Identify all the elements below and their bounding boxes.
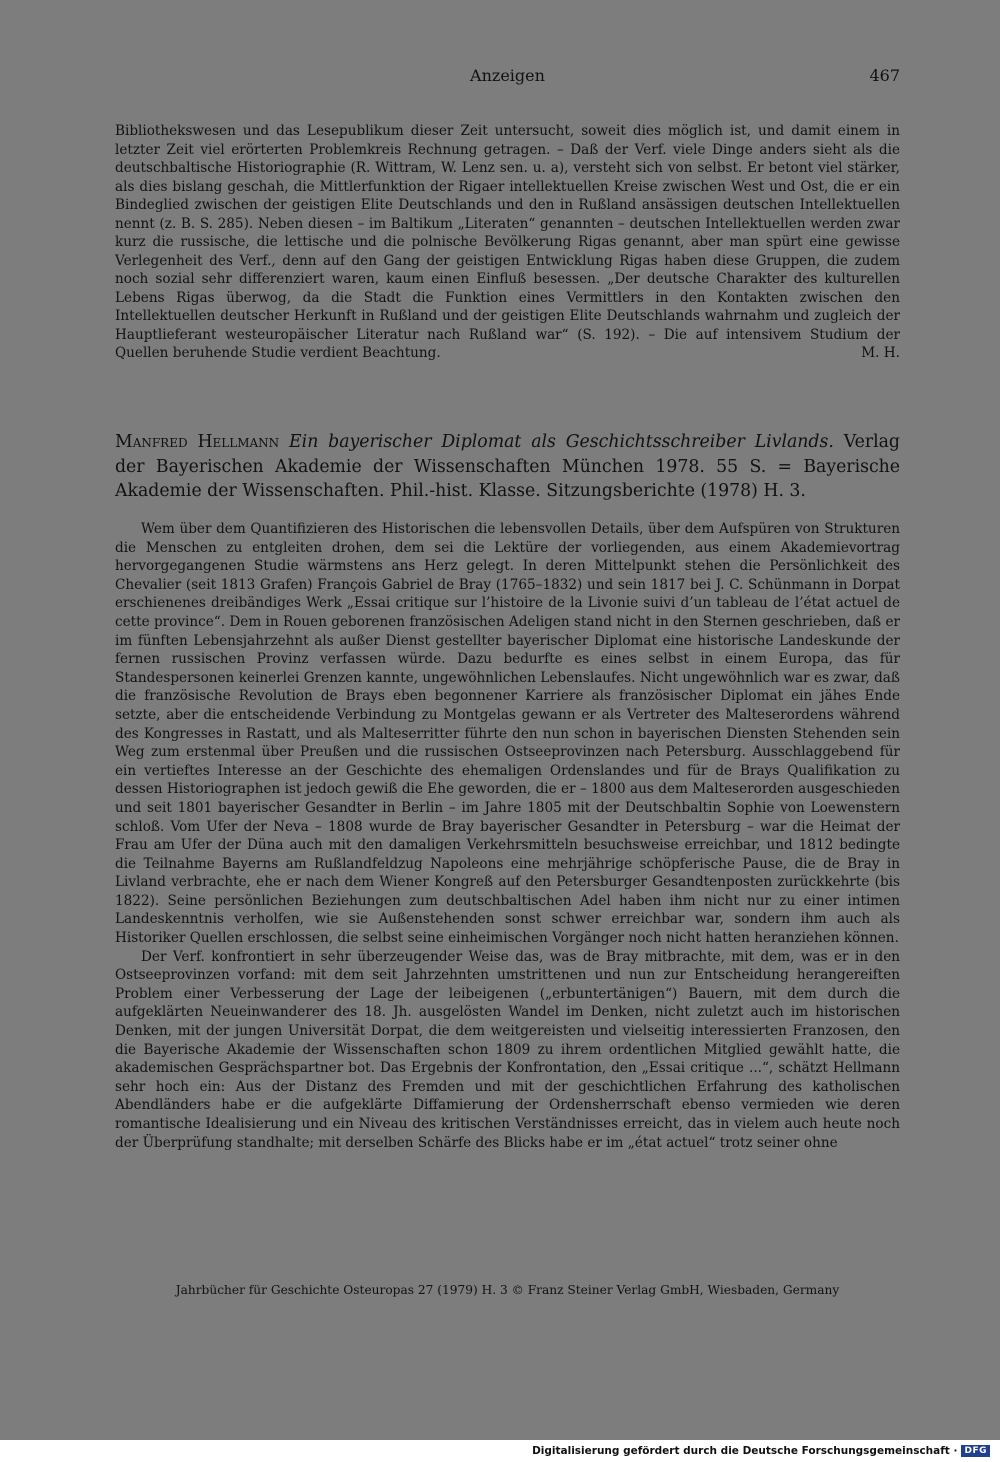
review-body <box>115 520 900 1152</box>
review-paragraph-2: Der Verf. konfrontiert in sehr überzeugender Weise das, was de Bray mitbrachte, mit dem, was er in den Ostseeprovinzen vorfand: mit dem seit Jahrzehnten umstrittenen und nun zur Entscheidung herangereiften Problem einer Verbesserung der Lage der leibeigenen („erbuntertänigen“) Bauern, mit dem durch die aufgeklärten Neueinwanderer des 18. Jh. ausgelösten Wandel im Denken, nicht zuletzt auch im historischen Denken, mit der jungen Universität Dorpat, die dem weitgereisten und vielseitig interessierten Franzosen, den die Bayerische Akademie der Wissenschaften schon 1809 zu ihrem ordentlichen Mitglied gewählt hatte, die akademischen Gesprächspartner bot. Das Ergebnis der Konfrontation, den „Essai critique ...“, schätzt Hellmann sehr hoch ein: Aus der Distanz des Fremden und mit der geschichtlichen Erfahrung des katholischen Abendländers habe er die aufgeklärte Diffamierung der Ordensherrschaft ebenso vermieden wie deren romantische Idealisierung und ein Niveau des kritischen Verständnisses erreicht, das in vielem auch heute noch der Überprüfung standhalte; mit derselben Schärfe des Blicks habe er im „état actuel“ trotz seiner ohne <box>115 948 900 1151</box>
citation-title: Ein bayerischer Diplomat als Geschichtsschreiber Livlands. <box>289 432 834 452</box>
dfg-logo: DFG <box>961 1445 990 1457</box>
review-paragraph-1: Wem über dem Quantifizieren des Historischen die lebensvollen Details, über dem Aufspüren von Strukturen die Menschen zu entgleiten drohen, dem sei die Lektüre der vorliegenden, aus einem Akademievortrag hervorgegangenen Studie wärmstens ans Herz gelegt. In deren Mittelpunkt stehen die Persönlichkeit des Chevalier (seit 1813 Grafen) François Gabriel de Bray (1765–1832) und sein 1817 bei J. C. Schünmann in Dorpat erschienenes dreibändiges Werk „Essai critique sur l’histoire de la Livonie suivi d’un tableau de l’état actuel de cette province“. Dem in Rouen geborenen französischen Adeligen stand nicht in den Sternen geschrieben, daß er im fünften Lebensjahrzehnt als außer Dienst gestellter bayerischer Diplomat eine historische Landeskunde der fernen russischen Provinz verfassen würde. Dazu bedurfte es eines selbst in einem Europa, das für Standespersonen keinerlei Grenzen kannte, ungewöhnlichen Lebenslaufes. Nicht ungewöhnlich war es zwar, daß die französische Revolution de Brays eben begonnener Karriere als französischer Diplomat ein jähes Ende setzte, aber die entscheidende Verbindung zu Montgelas gewann er als Vertreter des Malteserordens während des Kongresses in Rastatt, und als Malteserritter führte den nun schon in bayerischen Diensten Stehenden sein Weg zum erstenmal über Preußen und die russischen Ostseeprovinzen nach Petersburg. Ausschlaggebend für ein vertieftes Interesse an der Geschichte des ehemaligen Ordenslandes und für de Brays Qualifikation zu dessen Historiographen ist jedoch gewiß die Ehe geworden, die er – 1800 aus dem Malteserorden ausgeschieden und seit 1801 bayerischer Gesandter in Berlin – im Jahre 1805 mit der Deutschbaltin Sophie von Loewenstern schloß. Vom Ufer der Neva – 1808 wurde de Bray bayerischer Gesandter in Petersburg – war die Heimat der Frau am Ufer der Düna auch mit den damaligen Verkehrsmitteln besuchsweise erreichbar, und 1812 bedingte die Teilnahme Bayerns am Rußlandfeldzug Napoleons eine mehrjährige schöpferische Pause, die de Bray in Livland verbrachte, ehe er nach dem Wiener Kongreß auf den Petersburger Gesandtenposten zurückkehrte (bis 1822). Seine persönlichen Beziehungen zum deutschbaltischen Adel haben ihm nicht nur zu einer intimen Landeskenntnis verholfen, wie sie Außenstehenden sonst schwer erreichbar war, sondern ihm auch als Historiker Quellen erschlossen, die selbst seine einheimischen Vorgänger noch nicht hatten heranziehen können. <box>115 521 900 947</box>
review-paragraph <box>115 122 900 363</box>
book-citation <box>115 430 900 504</box>
previous-review-end <box>115 122 900 363</box>
review-text: Bibliothekswesen und das Lesepublikum dieser Zeit untersucht, soweit dies möglich ist, und damit einem in letzter Zeit viel erörterten Problemkreis Rechnung getragen. – Daß der Verf. viele Dinge anders sieht als die deutschbaltische Historiographie (R. Wittram, W. Lenz sen. u. a), versteht sich von selbst. Er betont viel stärker, als dies bislang geschah, die Mittlerfunktion der Rigaer intellektuellen Kreise zwischen West und Ost, die er ein Bindeglied zwischen der geistigen Elite Deutschlands und den in Rußland ansässigen deutschen Intellektuellen nennt (z. B. S. 285). Neben diesen – im Baltikum „Literaten“ genannten – deutschen Intellektuellen werden zwar kurz die russische, die lettische und die polnische Bevölkerung Rigas genannt, aber man spürt eine gewisse Verlegenheit des Verf., denn auf den Gang der geistigen Entwicklung Rigas haben diese Gruppen, die zudem noch sozial sehr differenziert waren, kaum einen Einfluß besessen. „Der deutsche Charakter des kulturellen Lebens Rigas überwog, da die Stadt die Funktion eines Vermittlers in den Kontakten zwischen den Intellektuellen deutscher Herkunft in Rußland und der geistigen Elite Deutschlands wahrnahm und zugleich der Hauptlieferant westeuropäischer Literatur nach Rußland war“ (S. 192). – Die auf intensivem Studium der Quellen beruhende Studie verdient Beachtung. <box>115 123 900 361</box>
header-title: Anzeigen <box>470 66 545 85</box>
dfg-credit-text: Digitalisierung gefördert durch die Deutsche Forschungsgemeinschaft · <box>532 1445 958 1457</box>
page-number: 467 <box>869 66 900 85</box>
journal-footer: Jahrbücher für Geschichte Osteuropas 27 (1979) H. 3 © Franz Steiner Verlag GmbH, Wiesbaden, Germany <box>175 1283 840 1297</box>
running-header <box>115 66 900 90</box>
dfg-credit <box>532 1443 990 1459</box>
review-signature: M. H. <box>861 345 900 361</box>
citation-author: Manfred Hellmann <box>115 432 280 452</box>
citation-publication: Verlag der Bayerischen Akademie der Wissenschaften München 1978. 55 S. = Bayerische Akademie der Wissenschaften. Phil.-hist. Klasse. Sitzungsberichte (1978) H. 3. <box>115 432 900 501</box>
